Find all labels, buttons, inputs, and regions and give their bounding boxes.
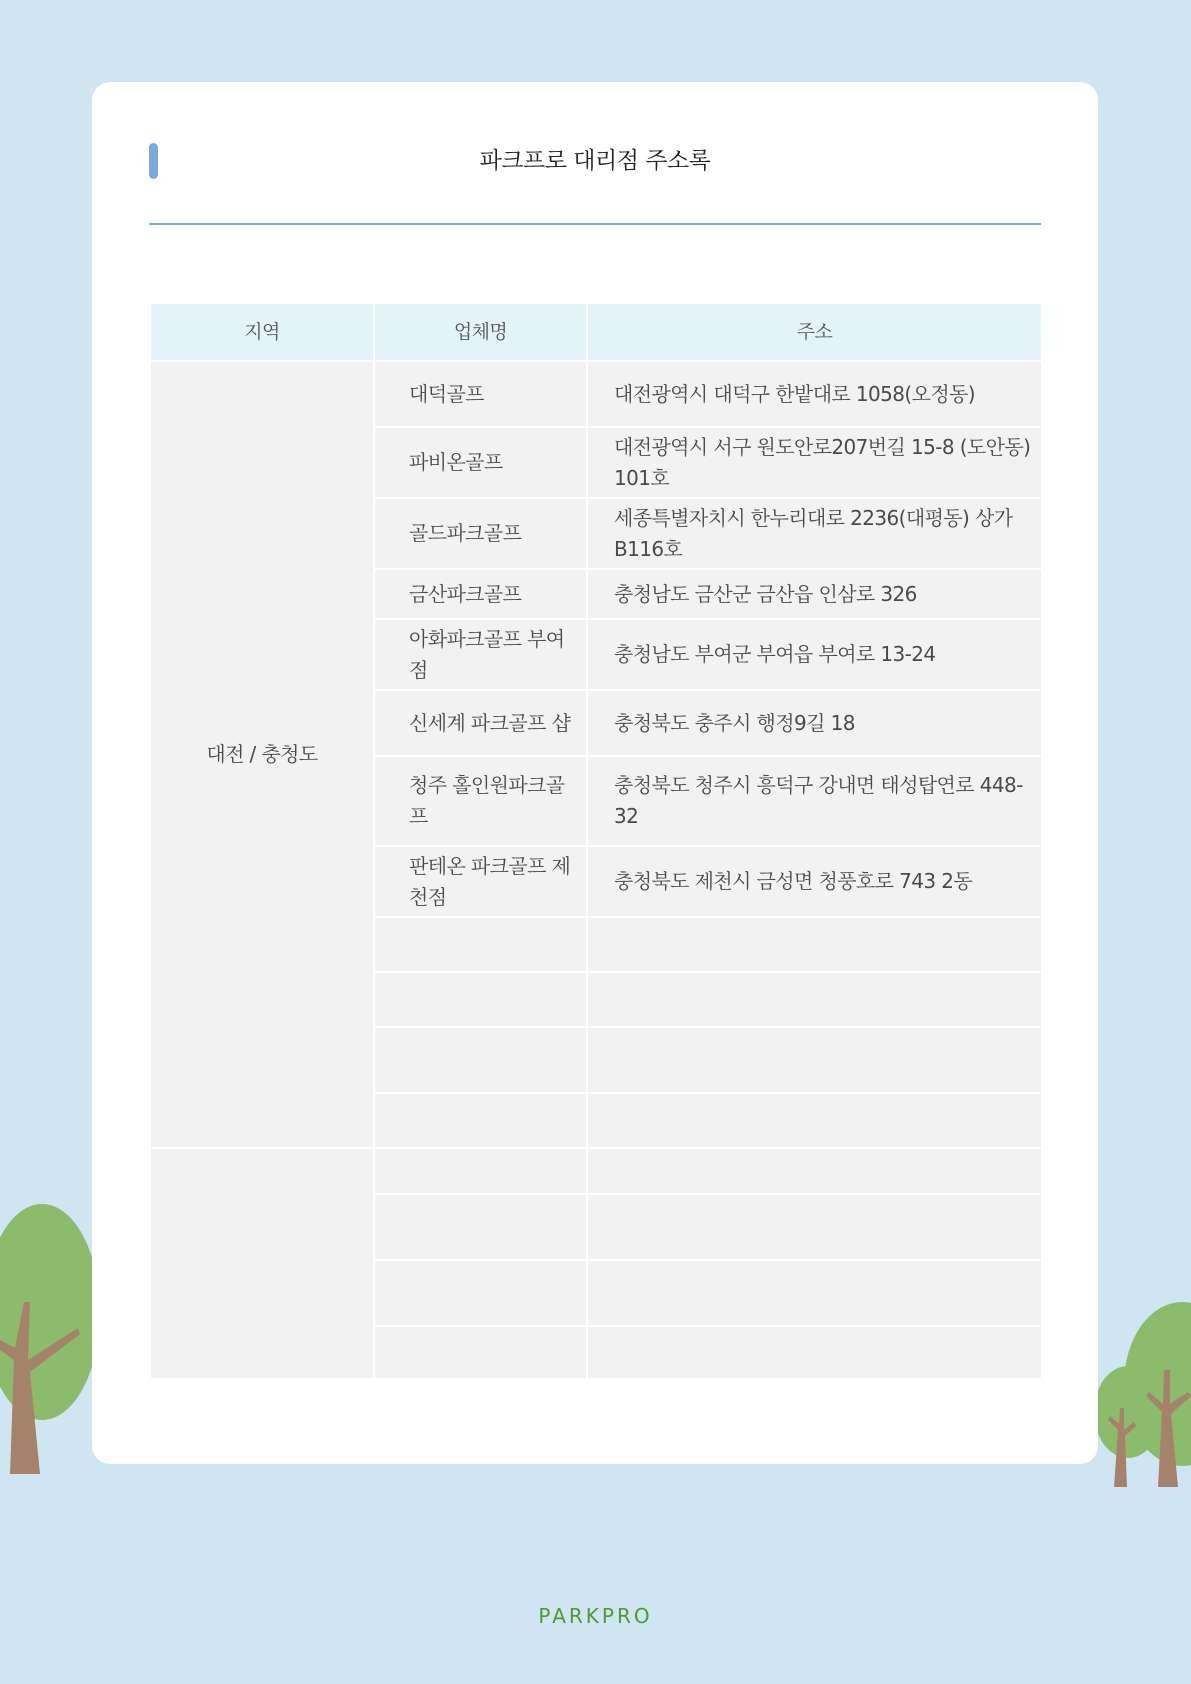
dealer-name: 금산파크골프 (374, 569, 587, 619)
dealer-address: 대전광역시 대덕구 한밭대로 1058(오정동) (587, 361, 1042, 427)
dealer-name (374, 1260, 587, 1326)
dealer-name (374, 1027, 587, 1093)
dealer-address: 충청남도 부여군 부여읍 부여로 13-24 (587, 619, 1042, 690)
dealer-address (587, 1027, 1042, 1093)
dealer-address (587, 1260, 1042, 1326)
dealer-name (374, 1194, 587, 1260)
dealer-name (374, 972, 587, 1027)
tree-right-illustration (1098, 1300, 1191, 1490)
table-row (150, 361, 1042, 427)
dealer-address: 대전광역시 서구 원도안로207번길 15-8 (도안동) 101호 (587, 427, 1042, 498)
dealer-name (374, 1093, 587, 1148)
dealer-name (374, 1148, 587, 1194)
dealer-name: 판테온 파크골프 제천점 (374, 846, 587, 917)
dealer-address (587, 972, 1042, 1027)
region-cell: 대전 / 충청도 (150, 361, 374, 1148)
address-book-card (92, 82, 1098, 1464)
dealer-name: 아화파크골프 부여점 (374, 619, 587, 690)
dealer-address: 충청북도 청주시 흥덕구 강내면 태성탑연로 448-32 (587, 756, 1042, 846)
dealer-address: 충청남도 금산군 금산읍 인삼로 326 (587, 569, 1042, 619)
dealer-name (374, 917, 587, 972)
dealer-address (587, 1326, 1042, 1379)
dealer-name: 신세계 파크골프 샵 (374, 690, 587, 756)
table-header-row (150, 303, 1042, 361)
table-row (150, 1148, 1042, 1194)
dealer-address: 충청북도 충주시 행정9길 18 (587, 690, 1042, 756)
dealer-name: 골드파크골프 (374, 498, 587, 569)
header-region: 지역 (150, 303, 374, 361)
dealer-address: 세종특별자치시 한누리대로 2236(대평동) 상가 B116호 (587, 498, 1042, 569)
header-name: 업체명 (374, 303, 587, 361)
dealer-address: 충청북도 제천시 금성면 청풍호로 743 2동 (587, 846, 1042, 917)
dealer-address (587, 1194, 1042, 1260)
region-cell (150, 1148, 374, 1379)
dealer-address (587, 917, 1042, 972)
brand-footer: PARKPRO (538, 1604, 653, 1628)
dealer-name: 대덕골프 (374, 361, 587, 427)
dealer-address (587, 1148, 1042, 1194)
dealer-name (374, 1326, 587, 1379)
dealer-name: 청주 홀인원파크골프 (374, 756, 587, 846)
dealer-address (587, 1093, 1042, 1148)
header-address: 주소 (587, 303, 1042, 361)
title-divider (149, 223, 1041, 225)
dealer-address-table (149, 302, 1043, 1380)
page-title: 파크프로 대리점 주소록 (479, 148, 711, 174)
tree-left-illustration (0, 1200, 95, 1480)
dealer-name: 파비온골프 (374, 427, 587, 498)
